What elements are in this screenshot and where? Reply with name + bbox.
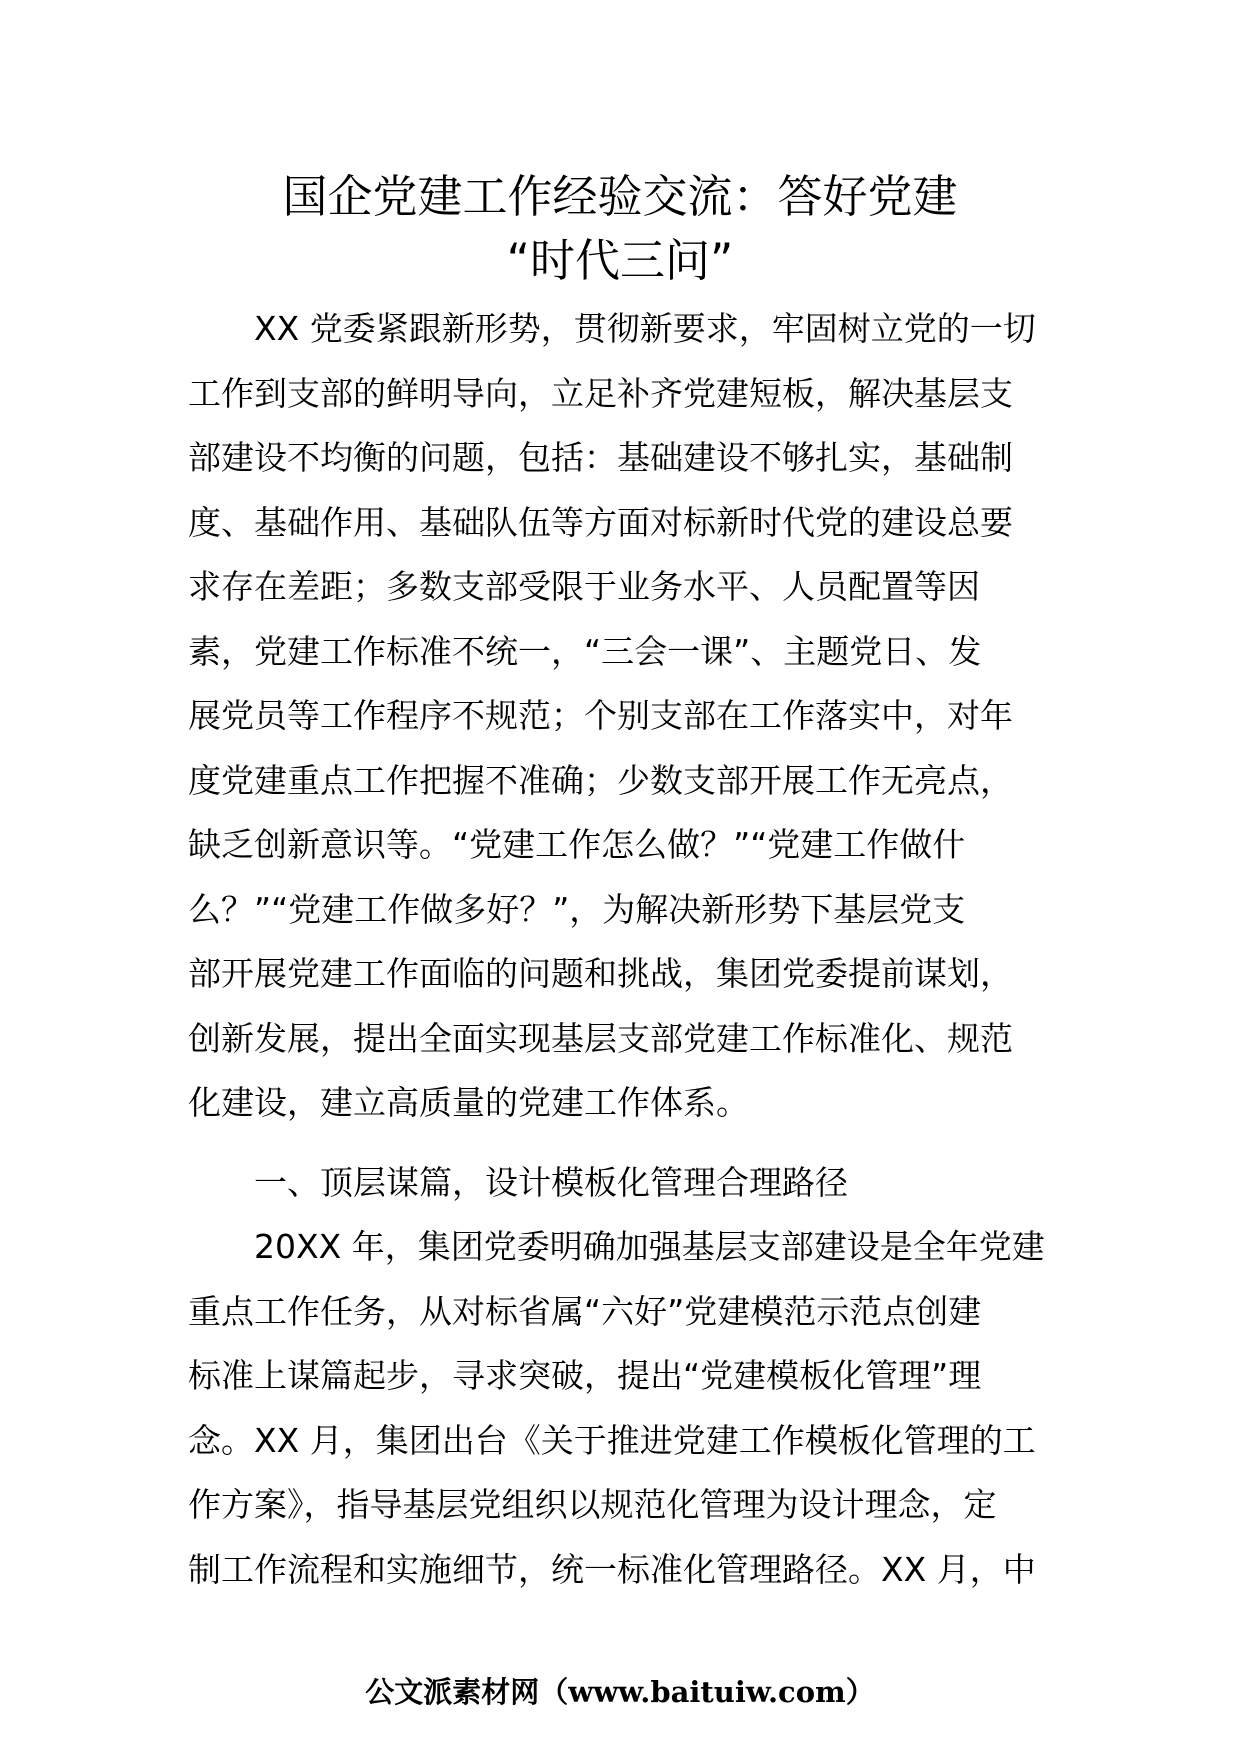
paragraph-line: 作方案》，指导基层党组织以规范化管理为设计理念，定 xyxy=(188,1485,997,1524)
footer-watermark: 公文派素材网（www.baituiw.com） xyxy=(365,1675,875,1709)
paragraph-line: 素，党建工作标准不统一，“三会一课”、主题党日、发 xyxy=(188,631,982,671)
section-heading-text: 一、顶层谋篇，设计模板化管理合理路径 xyxy=(254,1163,848,1202)
paragraph-line: 展党员等工作程序不规范；个别支部在工作落实中，对年 xyxy=(188,696,1013,735)
paragraph-line: 20XX 年，集团党委明确加强基层支部建设是全年党建 xyxy=(254,1227,1045,1266)
paragraph-line: 度、基础作用、基础队伍等方面对标新时代党的建设总要 xyxy=(188,502,1013,542)
paragraph-intro xyxy=(188,297,1056,1136)
paragraph-line: 缺乏创新意识等。“党建工作怎么做？”“党建工作做什 xyxy=(188,825,966,864)
paragraph-line: XX 党委紧跟新形势，贯彻新要求，牢固树立党的一切 xyxy=(254,309,1036,348)
paragraph-line: 部建设不均衡的问题，包括：基础建设不够扎实，基础制 xyxy=(188,438,1013,477)
paragraph-line: 度党建重点工作把握不准确；少数支部开展工作无亮点， xyxy=(188,760,1013,800)
paragraph-line: 制工作流程和实施细节，统一标准化管理路径。XX 月，中 xyxy=(188,1549,1036,1589)
paragraph-line: 重点工作任务，从对标省属“六好”党建模范示范点创建 xyxy=(188,1291,982,1331)
document-title-line-2: “时代三问” xyxy=(506,234,734,287)
paragraph-line: 念。XX 月，集团出台《关于推进党建工作模板化管理的工 xyxy=(188,1420,1036,1460)
paragraph-line: 求存在差距；多数支部受限于业务水平、人员配置等因 xyxy=(188,567,980,606)
section-heading-1 xyxy=(188,1151,1056,1216)
paragraph-line: 化建设，建立高质量的党建工作体系。 xyxy=(188,1083,749,1122)
paragraph-line: 标准上谋篇起步，寻求突破，提出“党建模板化管理”理 xyxy=(188,1356,982,1395)
paragraph-section-1 xyxy=(188,1215,1056,1602)
document-title-line-1: 国企党建工作经验交流：答好党建 xyxy=(282,170,958,223)
paragraph-line: 么？”“党建工作做多好？”，为解决新形势下基层党支 xyxy=(188,889,966,929)
paragraph-line: 创新发展，提出全面实现基层支部党建工作标准化、规范 xyxy=(188,1018,1013,1058)
paragraph-line: 部开展党建工作面临的问题和挑战，集团党委提前谋划， xyxy=(188,954,1013,993)
paragraph-line: 工作到支部的鲜明导向，立足补齐党建短板，解决基层支 xyxy=(188,373,1013,413)
